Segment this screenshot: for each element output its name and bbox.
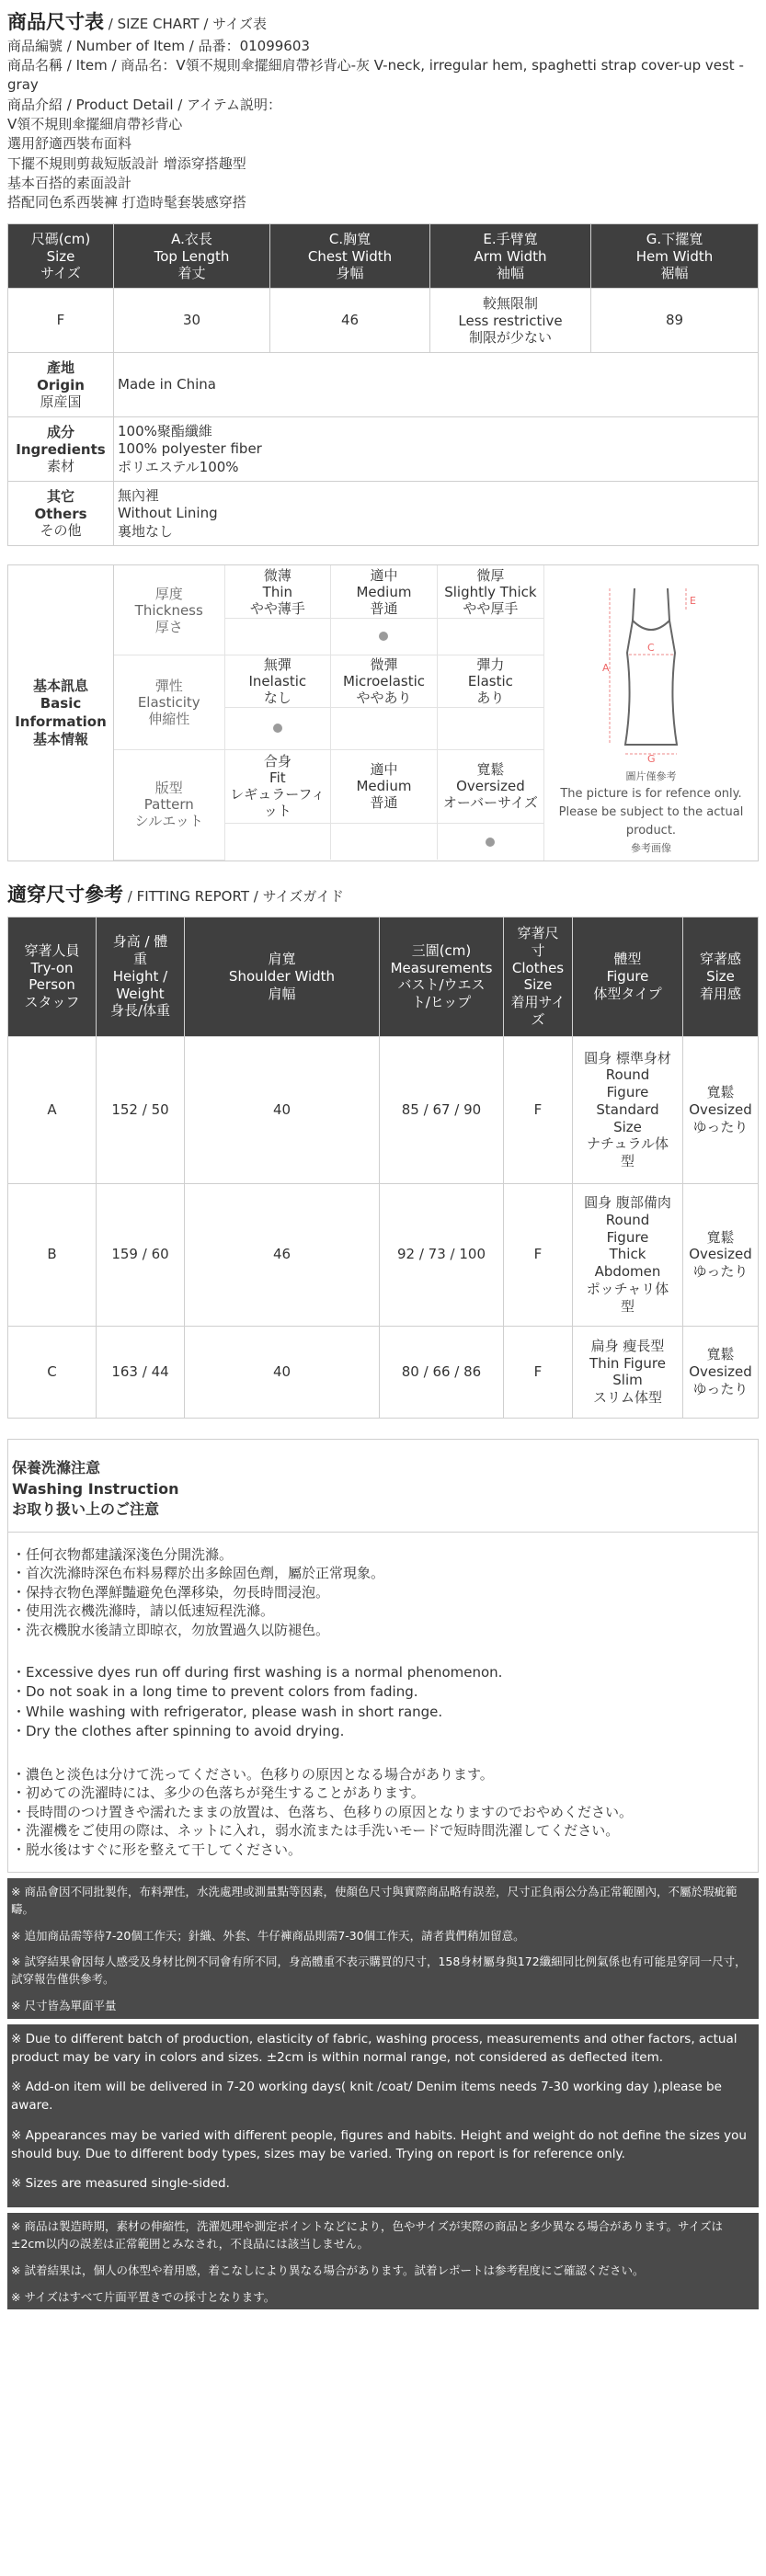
table-row	[8, 1183, 759, 1326]
indicator-cell	[331, 823, 438, 860]
clothes-size: F	[504, 1326, 573, 1418]
col-header-person: 穿著人員 Try-on Person スタッフ	[8, 917, 97, 1036]
col-header-feel: 穿著感 Size 着用感	[683, 917, 759, 1036]
origin-label: 產地 Origin 原産国	[8, 353, 114, 417]
col-header-figure: 體型 Figure 体型タイプ	[573, 917, 683, 1036]
indicator-cell	[224, 823, 331, 860]
shoulder: 40	[185, 1326, 380, 1418]
thickness-options-row	[114, 565, 543, 618]
col-header-clothes-size: 穿著尺 寸 Clothes Size 着用サイ ズ	[504, 917, 573, 1036]
fit-feel: 寬鬆 Ovesized ゆったり	[683, 1036, 759, 1183]
figure: 扁身 瘦長型 Thin Figure Slim スリム体型	[573, 1326, 683, 1418]
washing-instruction	[7, 1439, 759, 1873]
diagram-label-a: A	[602, 662, 610, 675]
col-header-height-weight: 身高 / 體 重 Height / Weight 身長/体重	[97, 917, 185, 1036]
person: A	[8, 1036, 97, 1183]
chest-value: 46	[270, 289, 430, 353]
others-value: 無內裡 Without Lining 裏地なし	[114, 482, 759, 546]
size-chart-heading	[7, 0, 759, 37]
washing-zh: ・任何衣物都建議深淺色分開洗滌。 ・首次洗滌時深色布料易釋於出多餘固色劑，屬於正常現象。 ・保持衣物色澤鮮豔避免色澤移染，勿長時間浸泡。 ・使用洗衣機洗滌時，請以低速短程洗滌。 ・洗衣機脫水後請立即晾衣，勿放置過久以防褪色。	[12, 1545, 385, 1638]
col-header-chest: C.胸寬 Chest Width 身幅	[270, 224, 430, 289]
indicator-cell	[331, 707, 438, 749]
item-number: 商品編號 / Number of Item / 品番：01099603	[7, 37, 310, 54]
product-detail-label: 商品介紹 / Product Detail / アイテム説明：	[7, 96, 281, 113]
thickness-label: 厚度 Thickness 厚さ	[114, 565, 224, 655]
ingredients-label: 成分 Ingredients 素材	[8, 417, 114, 482]
size-chart-title: 商品尺寸表	[7, 11, 104, 33]
indicator-cell	[437, 823, 543, 860]
fitting-report-title: 適穿尺寸參考	[7, 883, 123, 906]
fit-feel: 寬鬆 Ovesized ゆったり	[683, 1326, 759, 1418]
col-header-shoulder: 肩寬 Shoulder Width 肩幅	[185, 917, 380, 1036]
figure: 圓身 標準身材 Round Figure Standard Size ナチュラル体 型	[573, 1036, 683, 1183]
product-info	[7, 37, 759, 213]
clothes-size: F	[504, 1183, 573, 1326]
height-weight: 152 / 50	[97, 1036, 185, 1183]
shoulder: 46	[185, 1183, 380, 1326]
elasticity-options-row	[114, 655, 543, 707]
fitting-table-header	[8, 917, 759, 1036]
fit-feel: 寬鬆 Ovesized ゆったり	[683, 1183, 759, 1326]
table-row	[8, 1036, 759, 1183]
col-header-hem: G.下擺寬 Hem Width 裾幅	[591, 224, 759, 289]
pattern-options-row	[114, 749, 543, 823]
size-table	[7, 223, 759, 546]
origin-row	[8, 353, 759, 417]
thickness-option-thin: 微薄 Thin やや薄手	[224, 565, 331, 618]
person: B	[8, 1183, 97, 1326]
washing-title: 保養洗滌注意 Washing Instruction お取り扱い上のご注意	[12, 1458, 179, 1519]
size-chart-subtitle: / SIZE CHART / サイズ表	[104, 16, 267, 32]
origin-value: Made in China	[114, 353, 759, 417]
washing-body	[8, 1532, 758, 1872]
garment-diagram-panel	[543, 565, 758, 861]
measurements: 92 / 73 / 100	[380, 1183, 504, 1326]
notice-zh: ※ 商品會因不同批製作，布料彈性，水洗處理或測量點等因素，使顏色尺寸與實際商品略有誤差，尺寸正負兩公分為正常範圍內，不屬於瑕疵範疇。 ※ 追加商品需等待7-20個工作天；針織、外套、牛仔褲商品則需7-30個工作天，請者貴們稍加留意。 ※ 試穿結果會因每人感受及身材比例不同會有所不同，身高體重不表示購買的尺寸，158身材屬身與172纖細同比例氣係也有可能是穿同一尺寸，試穿報告僅供參考。 ※ 尺寸皆為單面平量	[7, 1878, 759, 2019]
notice-en: ※ Due to different batch of production, elasticity of fabric, washing process, measurements and other factors, actual product may be vary in colors and sizes. ±2cm is within normal range, not considered as deflected item. ※ Add-on item will be delivered in 7-20 working days( knit /coat/ Denim items needs 7-30 working day ),please be aware. ※ Appearances may be varied with different people, figures and habits. Height and weight do not define the sizes you should buy. Due to different body types, sizes may be varied. Trying on report is for reference only. ※ Sizes are measured single-sided.	[7, 2024, 759, 2208]
product-detail-line: V領不規則傘擺細肩帶衫背心	[7, 116, 183, 132]
col-header-arm: E.手臂寬 Arm Width 袖幅	[430, 224, 591, 289]
fitting-report-heading	[7, 882, 759, 909]
height-weight: 163 / 44	[97, 1326, 185, 1418]
diagram-note: 圖片僅參考 The picture is for refence only. Please be subject to the actual product. 參考画像	[558, 770, 744, 854]
person: C	[8, 1326, 97, 1418]
thickness-option-thick: 微厚 Slightly Thick やや厚手	[437, 565, 543, 618]
fitting-report-subtitle: / FITTING REPORT / サイズガイド	[123, 887, 344, 905]
elasticity-label: 彈性 Elasticity 伸縮性	[114, 655, 224, 749]
product-detail-line: 搭配同色系西裝褲 打造時髦套裝感穿搭	[7, 194, 246, 211]
table-row	[8, 1326, 759, 1418]
pattern-label: 版型 Pattern シルエット	[114, 749, 224, 860]
basic-info-label: 基本訊息 Basic Information 基本情報	[8, 565, 114, 861]
thickness-option-medium: 適中 Medium 普通	[331, 565, 438, 618]
pattern-option-oversized: 寬鬆 Oversized オーバーサイズ	[437, 749, 543, 823]
elasticity-option-micro: 微彈 Microelastic ややあり	[331, 655, 438, 707]
diagram-label-c: C	[647, 642, 655, 655]
product-detail-line: 基本百搭的素面設計	[7, 174, 132, 191]
measurements: 85 / 67 / 90	[380, 1036, 504, 1183]
washing-ja: ・濃色と淡色は分けて洗ってください。色移りの原因となる場合があります。 ・初めての洗濯時には、多少の色落ちが発生することがあります。 ・長時間のつけ置きや濡れたままの放置は、色落ち、色移りの原因となりますのでおやめください。 ・洗濯機をご使用の際は、ネットに入れ，弱水流または手洗いモードで短時間洗濯してください。 ・脱水後はすぐに形を整えて干してください。	[12, 1766, 634, 1858]
washing-en: ・Excessive dyes run off during first washing is a normal phenomenon. ・Do not soak in a long time to prevent colors from fading. ・While washing with refrigerator, please wash in short range. ・Dry the clothes after spinning to avoid drying.	[12, 1663, 503, 1739]
others-row	[8, 482, 759, 546]
basic-info-grid	[114, 565, 543, 861]
hem-value: 89	[591, 289, 759, 353]
measurements: 80 / 66 / 86	[380, 1326, 504, 1418]
notice-ja: ※ 商品は製造時期，素材の伸縮性，洗濯処理や測定ポイントなどにより，色やサイズが実際の商品と多少異なる場合があります。サイズは±2cm以内の誤差は正常範囲とみなされ，不良品には該当しません。 ※ 試着結果は，個人の体型や着用感，着こなしにより異なる場合があります。試着レポートは参考程度にご確認ください。 ※ サイズはすべて片面平置きでの採寸となります。	[7, 2213, 759, 2309]
figure: 圓身 腹部備肉 Round Figure Thick Abdomen ポッチャリ体 型	[573, 1183, 683, 1326]
pattern-option-medium: 適中 Medium 普通	[331, 749, 438, 823]
col-header-size: 尺碼(cm) Size サイズ	[8, 224, 114, 289]
diagram-label-e: E	[690, 595, 696, 608]
indicator-cell	[437, 707, 543, 749]
table-row	[8, 289, 759, 353]
shoulder: 40	[185, 1036, 380, 1183]
item-name: 商品名稱 / Item / 商品名：V領不規則傘擺細肩帶衫背心-灰 V-neck, irregular hem, spaghetti strap cover-up vest - gray	[7, 57, 744, 94]
ingredients-row	[8, 417, 759, 482]
pattern-option-fit: 合身 Fit レギュラーフィット	[224, 749, 331, 823]
elasticity-option-inelastic: 無彈 Inelastic なし	[224, 655, 331, 707]
fitting-table	[7, 917, 759, 1419]
ingredients-value: 100%聚酯纖維 100% polyester fiber ポリエステル100%	[114, 417, 759, 482]
indicator-cell	[224, 707, 331, 749]
indicator-cell	[437, 618, 543, 655]
size-value: F	[8, 289, 114, 353]
selected-dot-icon	[273, 724, 282, 733]
clothes-size: F	[504, 1036, 573, 1183]
tank-top-diagram	[587, 570, 715, 763]
indicator-cell	[331, 618, 438, 655]
elasticity-option-elastic: 彈力 Elastic あり	[437, 655, 543, 707]
diagram-label-g: G	[647, 753, 656, 764]
indicator-cell	[224, 618, 331, 655]
others-label: 其它 Others その他	[8, 482, 114, 546]
selected-dot-icon	[486, 838, 495, 847]
product-detail-line: 下擺不規則剪裁短版設計 增添穿搭趣型	[7, 154, 246, 172]
size-table-header	[8, 224, 759, 289]
top-length-value: 30	[114, 289, 270, 353]
col-header-top-length: A.衣長 Top Length 着丈	[114, 224, 270, 289]
arm-value: 較無限制 Less restrictive 制限が少ない	[430, 289, 591, 353]
height-weight: 159 / 60	[97, 1183, 185, 1326]
product-detail-line: 選用舒適西裝布面料	[7, 135, 132, 153]
selected-dot-icon	[379, 632, 388, 641]
basic-information	[7, 564, 759, 861]
col-header-measurements: 三圍(cm) Measurements バスト/ウエス ト/ヒップ	[380, 917, 504, 1036]
